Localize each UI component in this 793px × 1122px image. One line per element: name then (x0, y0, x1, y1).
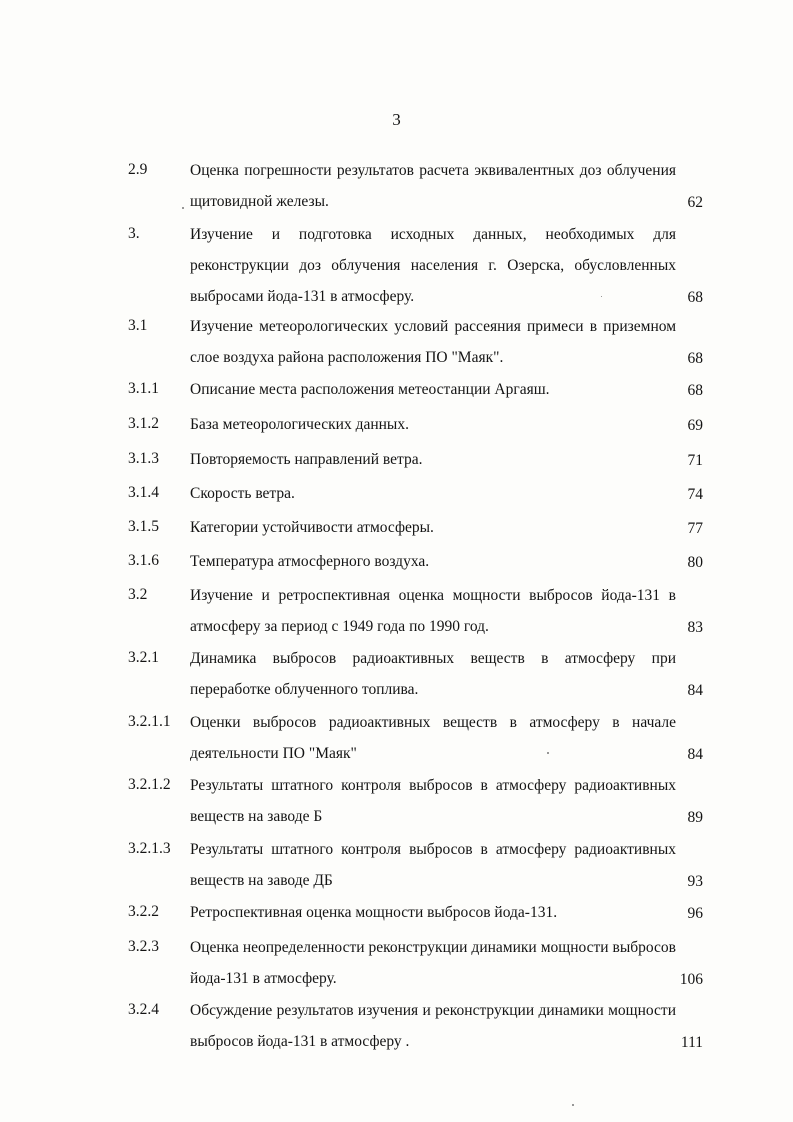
toc-entry (128, 546, 703, 577)
toc-entry (128, 932, 703, 994)
toc-entry-page: 71 (687, 452, 703, 469)
toc-entry-page: 111 (680, 1034, 703, 1051)
toc-entry-number: 3.1.3 (128, 450, 159, 467)
toc-entry-page: 89 (687, 809, 703, 826)
toc-entry-title: Результаты штатного контроля выбросов в атмосферу радиоактивных веществ на заводе Б (190, 777, 676, 825)
toc-entry (128, 374, 703, 405)
toc-entry-number: 3.1.6 (128, 552, 159, 569)
scan-speck (547, 752, 549, 754)
toc-entry-number: 3.2.1 (128, 649, 159, 666)
toc-entry-page: 69 (687, 417, 703, 434)
toc-entry-title: Обсуждение результатов изучения и реконструкции динамики мощности выбросов йода-131 в атмосферу . (190, 1002, 676, 1050)
toc-entry (128, 897, 703, 928)
scan-speck (601, 296, 602, 297)
toc-entry-title: Ретроспективная оценка мощности выбросов йода-131. (190, 904, 558, 921)
toc-entry-number: 3.2.2 (128, 903, 159, 920)
toc-entry-number: 3.2.1.2 (128, 776, 171, 793)
toc-entry-title: Изучение метеорологических условий рассеяния примеси в приземном слое воздуха района расположения ПО "Маяк". (190, 318, 676, 366)
toc-entry-number: 3.2.1.1 (128, 713, 171, 730)
toc-entry-title: Описание места расположения метеостанции Аргаяш. (190, 381, 550, 398)
toc-entry (128, 643, 703, 705)
toc-entry (128, 219, 703, 312)
toc-entry-page: 68 (687, 382, 703, 399)
toc-entry-title: Оценка погрешности результатов расчета эквивалентных доз облучения щитовидной железы. (190, 162, 676, 210)
toc-entry-number: 3.2.1.3 (128, 840, 171, 857)
toc-entry-title: Температура атмосферного воздуха. (190, 553, 430, 570)
toc-entry (128, 478, 703, 509)
toc-entry-number: 2.9 (128, 161, 148, 178)
toc-entry-page: 74 (687, 486, 703, 503)
toc-entry-number: 3.2 (128, 586, 148, 603)
toc-entry-number: 3. (128, 225, 140, 242)
toc-entry-page: 84 (687, 746, 703, 763)
toc-entry-page: 84 (687, 682, 703, 699)
toc-entry-title: Изучение и ретроспективная оценка мощности выбросов йода-131 в атмосферу за период с 1949 года по 1990 год. (190, 587, 676, 635)
toc-entry (128, 409, 703, 440)
toc-entry-page: 62 (687, 194, 703, 211)
toc-entry-page: 93 (687, 873, 703, 890)
toc-entry (128, 512, 703, 543)
toc-entry (128, 707, 703, 769)
toc-entry (128, 311, 703, 373)
toc-entry-number: 3.1.4 (128, 484, 159, 501)
toc-entry (128, 580, 703, 642)
toc-entry-page: 68 (687, 350, 703, 367)
toc-entry-number: 3.1 (128, 317, 148, 334)
page-number: 3 (392, 110, 401, 129)
toc-entry-page: 80 (687, 554, 703, 571)
toc-entry-page: 77 (687, 520, 703, 537)
toc-entry-title: Оценка неопределенности реконструкции динамики мощности выбросов йода-131 в атмосферу. (190, 939, 676, 987)
toc-entry-title: Динамика выбросов радиоактивных веществ в атмосферу при переработке облученного топлива. (190, 650, 676, 698)
toc-entry-title: Скорость ветра. (190, 485, 295, 502)
toc-entry (128, 834, 703, 896)
toc-entry-page: 83 (687, 619, 703, 636)
toc-entry-page: 68 (687, 289, 703, 306)
toc-entry-title: Повторяемость направлений ветра. (190, 451, 423, 468)
toc-entry-title: База метеорологических данных. (190, 416, 409, 433)
toc-entry-title: Категории устойчивости атмосферы. (190, 519, 434, 536)
toc-entry-title: Оценки выбросов радиоактивных веществ в атмосферу в начале деятельности ПО "Маяк" (190, 714, 676, 762)
toc-entry-page: 106 (679, 971, 703, 988)
toc-entry-page: 96 (687, 905, 703, 922)
toc-entry-title: Результаты штатного контроля выбросов в атмосферу радиоактивных веществ на заводе ДБ (190, 841, 676, 889)
toc-entry-number: 3.1.2 (128, 415, 159, 432)
scan-speck (182, 207, 184, 209)
toc-entry-number: 3.1.5 (128, 518, 159, 535)
toc-entry (128, 444, 703, 475)
toc-entry-title: Изучение и подготовка исходных данных, необходимых для реконструкции доз облучения населения г. Озерска, обусловленных выбросами йода-131 в атмосферу. (190, 226, 676, 305)
toc-entry-number: 3.2.3 (128, 938, 159, 955)
toc-entry (128, 995, 703, 1057)
toc-entry (128, 770, 703, 832)
toc-entry-number: 3.2.4 (128, 1001, 159, 1018)
toc-entry (128, 155, 703, 217)
scan-speck (572, 1104, 574, 1106)
toc-entry-number: 3.1.1 (128, 380, 159, 397)
